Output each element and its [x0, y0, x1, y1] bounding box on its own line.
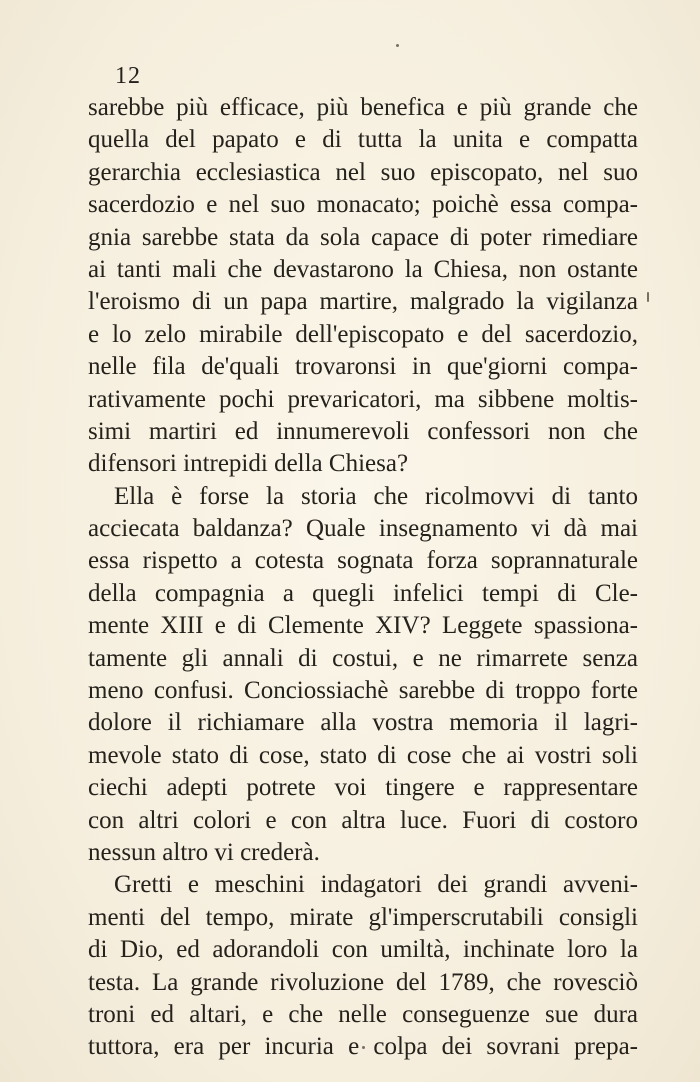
- text-line: sacerdozio e nel suo monacato; poichè essa compa-: [88, 191, 638, 219]
- text-line: della compagnia a quegli infelici tempi di Cle-: [88, 579, 638, 607]
- text-line: tuttora, era per incuria e colpa dei sovrani prepa-: [88, 1033, 638, 1061]
- text-line: Ella è forse la storia che ricolmovvi di tanto: [114, 482, 638, 510]
- text-line: tamente gli annali di costui, e ne rimarrete senza: [88, 644, 638, 672]
- text-line: dolore il richiamare alla vostra memoria il lagri-: [88, 709, 638, 737]
- text-line: troni ed altari, e che nelle conseguenze sue dura: [88, 1000, 638, 1028]
- text-line: l'eroismo di un papa martire, malgrado la vigilanza: [88, 288, 638, 316]
- text-line: gnia sarebbe stata da sola capace di poter rimediare: [88, 223, 638, 251]
- text-line: nessun altro vi crederà.: [88, 838, 320, 866]
- text-line: e lo zelo mirabile dell'episcopato e del sacerdozio,: [88, 320, 638, 348]
- text-line: essa rispetto a cotesta sognata forza soprannaturale: [88, 547, 638, 575]
- text-line: testa. La grande rivoluzione del 1789, che rovesciò: [88, 968, 638, 996]
- text-line: Gretti e meschini indagatori dei grandi avveni-: [114, 871, 638, 899]
- text-line: acciecata baldanza? Quale insegnamento vi dà mai: [88, 515, 638, 543]
- text-line: ciechi adepti potrete voi tingere e rappresentare: [88, 774, 638, 802]
- ink-speck: [647, 292, 649, 302]
- text-line: nelle fila de'quali trovaronsi in que'giorni compa-: [88, 353, 638, 381]
- text-line: gerarchia ecclesiastica nel suo episcopato, nel suo: [88, 158, 638, 186]
- text-line: quella del papato e di tutta la unita e compatta: [88, 126, 638, 154]
- page-number: 12: [115, 63, 141, 89]
- text-line: rativamente pochi prevaricatori, ma sibbene moltis-: [88, 385, 638, 413]
- text-line: simi martiri ed innumerevoli confessori non che: [88, 417, 638, 445]
- text-line: ai tanti mali che devastarono la Chiesa, non ostante: [88, 255, 638, 283]
- text-line: menti del tempo, mirate gl'imperscrutabili consigli: [88, 903, 638, 931]
- text-line: di Dio, ed adorandoli con umiltà, inchinate loro la: [88, 936, 638, 964]
- text-line: sarebbe più efficace, più benefica e più grande che: [88, 94, 638, 121]
- text-line: meno confusi. Conciossiachè sarebbe di troppo forte: [88, 677, 638, 705]
- text-line: difensori intrepidi della Chiesa?: [88, 450, 409, 478]
- body-text: [88, 92, 638, 1064]
- text-line: mente XIII e di Clemente XIV? Leggete spassiona-: [88, 612, 638, 640]
- text-line: mevole stato di cose, stato di cose che ai vostri soli: [88, 741, 638, 769]
- text-line: con altri colori e con altra luce. Fuori di costoro: [88, 806, 638, 834]
- ink-speck: [396, 44, 399, 47]
